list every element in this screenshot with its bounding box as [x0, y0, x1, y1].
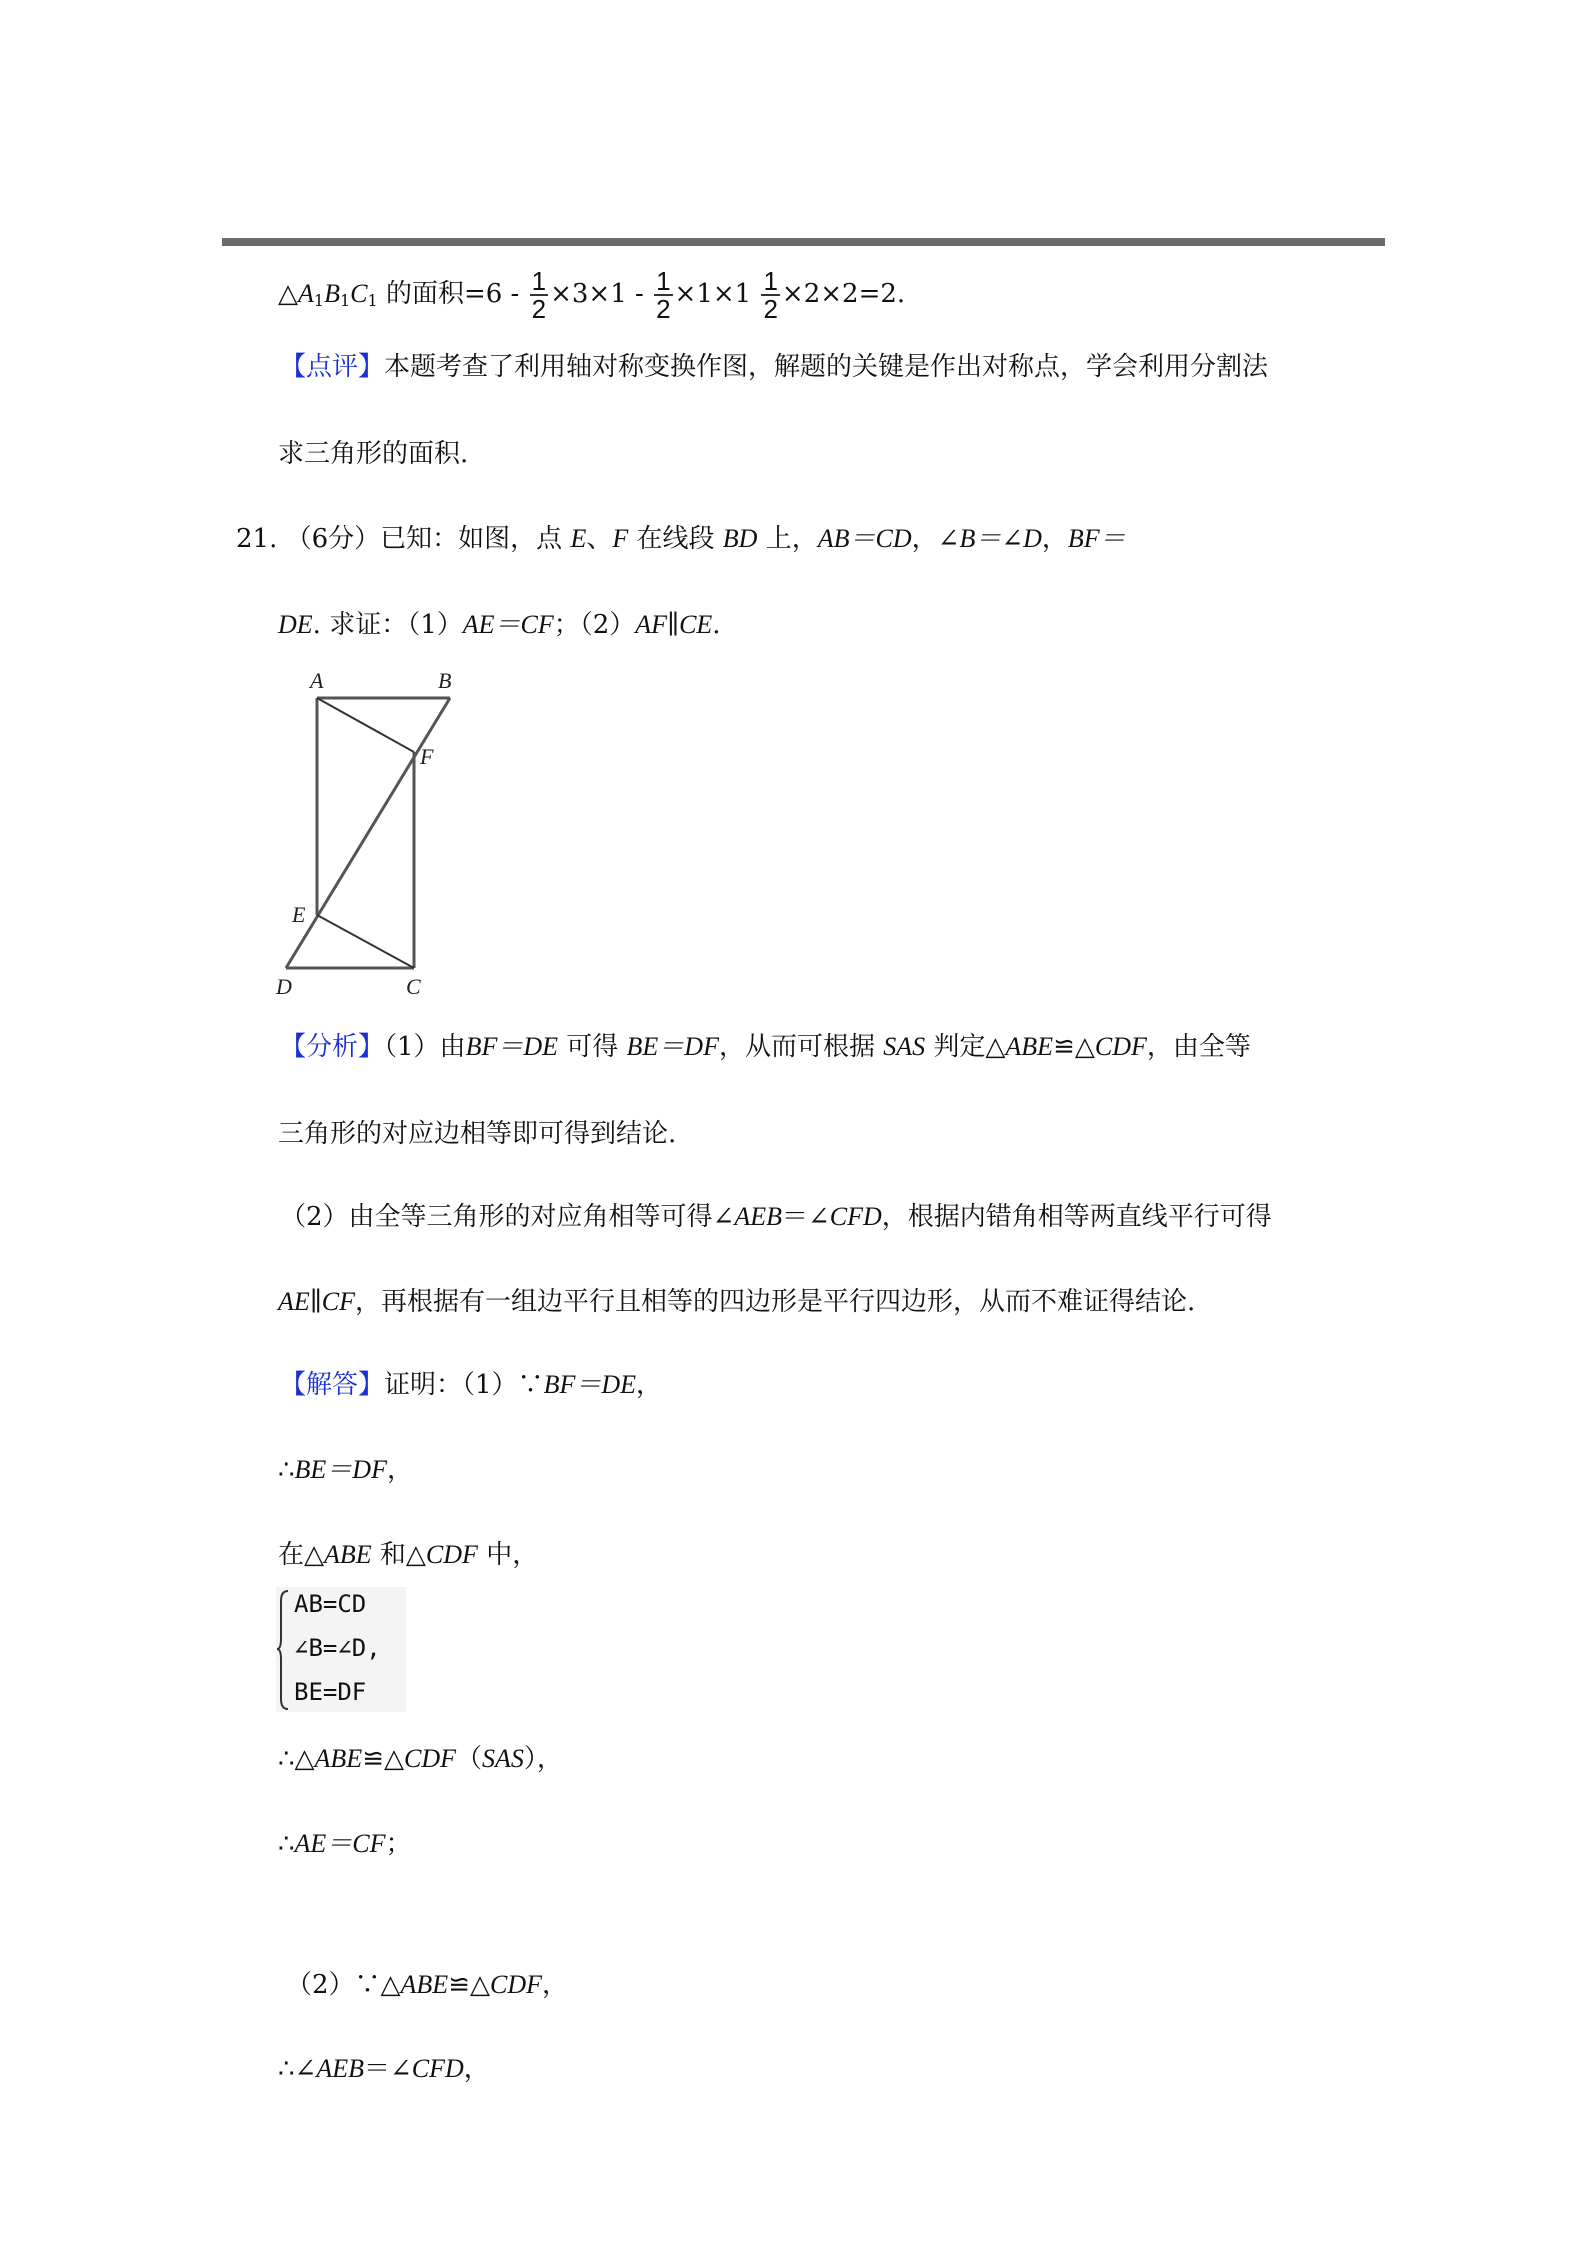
area-label: 的面积=6 -: [385, 279, 520, 309]
text: 已知：如图，点: [380, 524, 563, 554]
review-text: 求三角形的面积.: [278, 439, 469, 469]
question-score: （6分）: [285, 524, 381, 554]
expr: CDF: [1094, 1032, 1147, 1061]
subscript: 1: [339, 291, 351, 310]
text: ，: [386, 1455, 413, 1485]
text: 中，: [486, 1540, 539, 1570]
goal: AF∥CE: [635, 610, 713, 639]
text: 在△: [278, 1540, 324, 1570]
equation-system: [276, 1587, 406, 1712]
label-f: F: [420, 744, 434, 769]
text: 判定△: [933, 1032, 1006, 1062]
text: .: [712, 610, 721, 640]
analysis-line-1: [280, 1030, 1251, 1064]
expr: CDF: [425, 1540, 478, 1569]
system-row: ∠B=∠D,: [294, 1634, 381, 1662]
condition: AB＝CD: [817, 524, 912, 553]
question-21-line-1: [236, 522, 1126, 556]
text: ，从而可根据: [718, 1032, 875, 1062]
solution-tag: 【解答】: [280, 1370, 385, 1400]
text: ，: [636, 1370, 663, 1400]
text: ≌△: [1053, 1032, 1095, 1062]
triangle-symbol: △: [278, 279, 298, 309]
text: ，: [463, 2054, 490, 2084]
review-text: 本题考查了利用轴对称变换作图，解题的关键是作出对称点，学会利用分割法: [384, 352, 1269, 382]
text: （1）由: [384, 1032, 466, 1062]
question-number: 21.: [236, 524, 278, 554]
solution-line-4: [278, 1742, 563, 1776]
area-formula-line: [278, 268, 905, 322]
vertex-c: C: [350, 279, 368, 308]
text: ；（2）: [553, 610, 636, 640]
text: ≌△: [362, 1744, 404, 1774]
var: BD: [722, 524, 758, 553]
term: ×1×1: [674, 279, 752, 309]
condition: DE: [278, 610, 313, 639]
goal: AE＝CF: [462, 610, 554, 639]
term: ×2×2=2.: [781, 279, 906, 309]
numerator: 1: [763, 266, 778, 296]
text: 可得: [566, 1032, 619, 1062]
text: ，再根据有一组边平行且相等的四边形是平行四边形，从而不难证得结论.: [355, 1287, 1196, 1317]
review-line-1: [280, 350, 1268, 384]
fraction-half: [654, 268, 672, 322]
analysis-tag: 【分析】: [280, 1032, 385, 1062]
text: ），: [523, 1744, 563, 1774]
expr: CDF: [489, 1970, 542, 1999]
therefore-symbol: ∴: [278, 1455, 295, 1485]
fraction-half: [761, 268, 779, 322]
text: （2）∵△: [286, 1970, 401, 2000]
expr: SAS: [482, 1744, 524, 1773]
label-c: C: [406, 974, 421, 998]
expr: CFD: [411, 2054, 464, 2083]
text: ，: [911, 524, 938, 554]
expr: AE＝CF: [294, 1829, 386, 1858]
therefore-symbol: ∴: [278, 1829, 295, 1859]
vertex-a: A: [298, 279, 314, 308]
expr: ABE: [324, 1540, 372, 1569]
expr: AEB: [316, 2054, 364, 2083]
solution-line-7: [278, 2052, 490, 2086]
fraction-half: [530, 268, 548, 322]
text: （: [455, 1744, 482, 1774]
review-line-2: [278, 437, 468, 471]
text: 和△: [379, 1540, 426, 1570]
analysis-line-4: [278, 1285, 1195, 1319]
header-rule: [222, 238, 1385, 246]
numerator: 1: [656, 266, 671, 296]
solution-line-6: [286, 1968, 568, 2002]
term: ×3×1 -: [550, 279, 644, 309]
text: ＝∠: [363, 2054, 412, 2084]
expr: ABE: [1005, 1032, 1054, 1061]
denominator: 2: [531, 294, 547, 324]
numerator: 1: [531, 266, 547, 296]
text: 、: [586, 524, 613, 554]
solution-line-2: [278, 1453, 413, 1487]
text: ∴∠: [278, 2054, 317, 2084]
text: . 求证：（1）: [312, 610, 463, 640]
review-tag: 【点评】: [280, 352, 385, 382]
label-a: A: [310, 668, 324, 693]
text: （2）由全等三角形的对应角相等可得∠: [280, 1202, 735, 1232]
expr: ABE: [400, 1970, 449, 1999]
expr: ABE: [314, 1744, 363, 1773]
expr: BF＝DE: [465, 1032, 558, 1061]
system-row: BE=DF: [294, 1678, 367, 1706]
var: F: [612, 524, 629, 553]
denominator: 2: [763, 294, 778, 324]
text: ∴△: [278, 1744, 315, 1774]
geometry-figure: [270, 668, 470, 998]
subscript: 1: [367, 291, 378, 310]
text: ，: [541, 1970, 568, 2000]
text: ＝∠: [781, 1202, 830, 1232]
expr: BF＝DE: [543, 1370, 636, 1399]
system-row: AB=CD: [294, 1590, 367, 1618]
expr: CDF: [403, 1744, 456, 1773]
text: ≌△: [448, 1970, 490, 2000]
text: ；: [385, 1829, 412, 1859]
text: ，: [1041, 524, 1068, 554]
denominator: 2: [656, 294, 671, 324]
subscript: 1: [313, 291, 325, 310]
var: E: [570, 524, 587, 553]
expr: BE＝DF: [294, 1455, 387, 1484]
expr: BE＝DF: [626, 1032, 719, 1061]
solution-line-5: [278, 1827, 412, 1861]
solution-line-1: [280, 1368, 662, 1402]
text: 证明：（1）∵: [384, 1370, 544, 1400]
analysis-line-3: [280, 1200, 1272, 1234]
text: ，根据内错角相等两直线平行可得: [881, 1202, 1272, 1232]
text: ，由全等: [1146, 1032, 1251, 1062]
expr: SAS: [883, 1032, 926, 1061]
expr: AE∥CF: [278, 1287, 355, 1316]
analysis-line-2: [278, 1117, 676, 1151]
expr: CFD: [829, 1202, 882, 1231]
label-d: D: [276, 974, 292, 998]
text: 上，: [765, 524, 818, 554]
expr: AEB: [734, 1202, 782, 1231]
text: 三角形的对应边相等即可得到结论.: [278, 1119, 677, 1149]
text: 在线段: [636, 524, 715, 554]
left-brace-icon: [276, 1587, 290, 1712]
question-21-line-2: [278, 608, 721, 642]
vertex-b: B: [324, 279, 340, 308]
condition: ∠B＝∠D: [937, 524, 1042, 553]
solution-line-3: [278, 1538, 538, 1572]
label-b: B: [438, 668, 452, 693]
condition: BF＝: [1067, 524, 1126, 553]
label-e: E: [292, 902, 306, 927]
